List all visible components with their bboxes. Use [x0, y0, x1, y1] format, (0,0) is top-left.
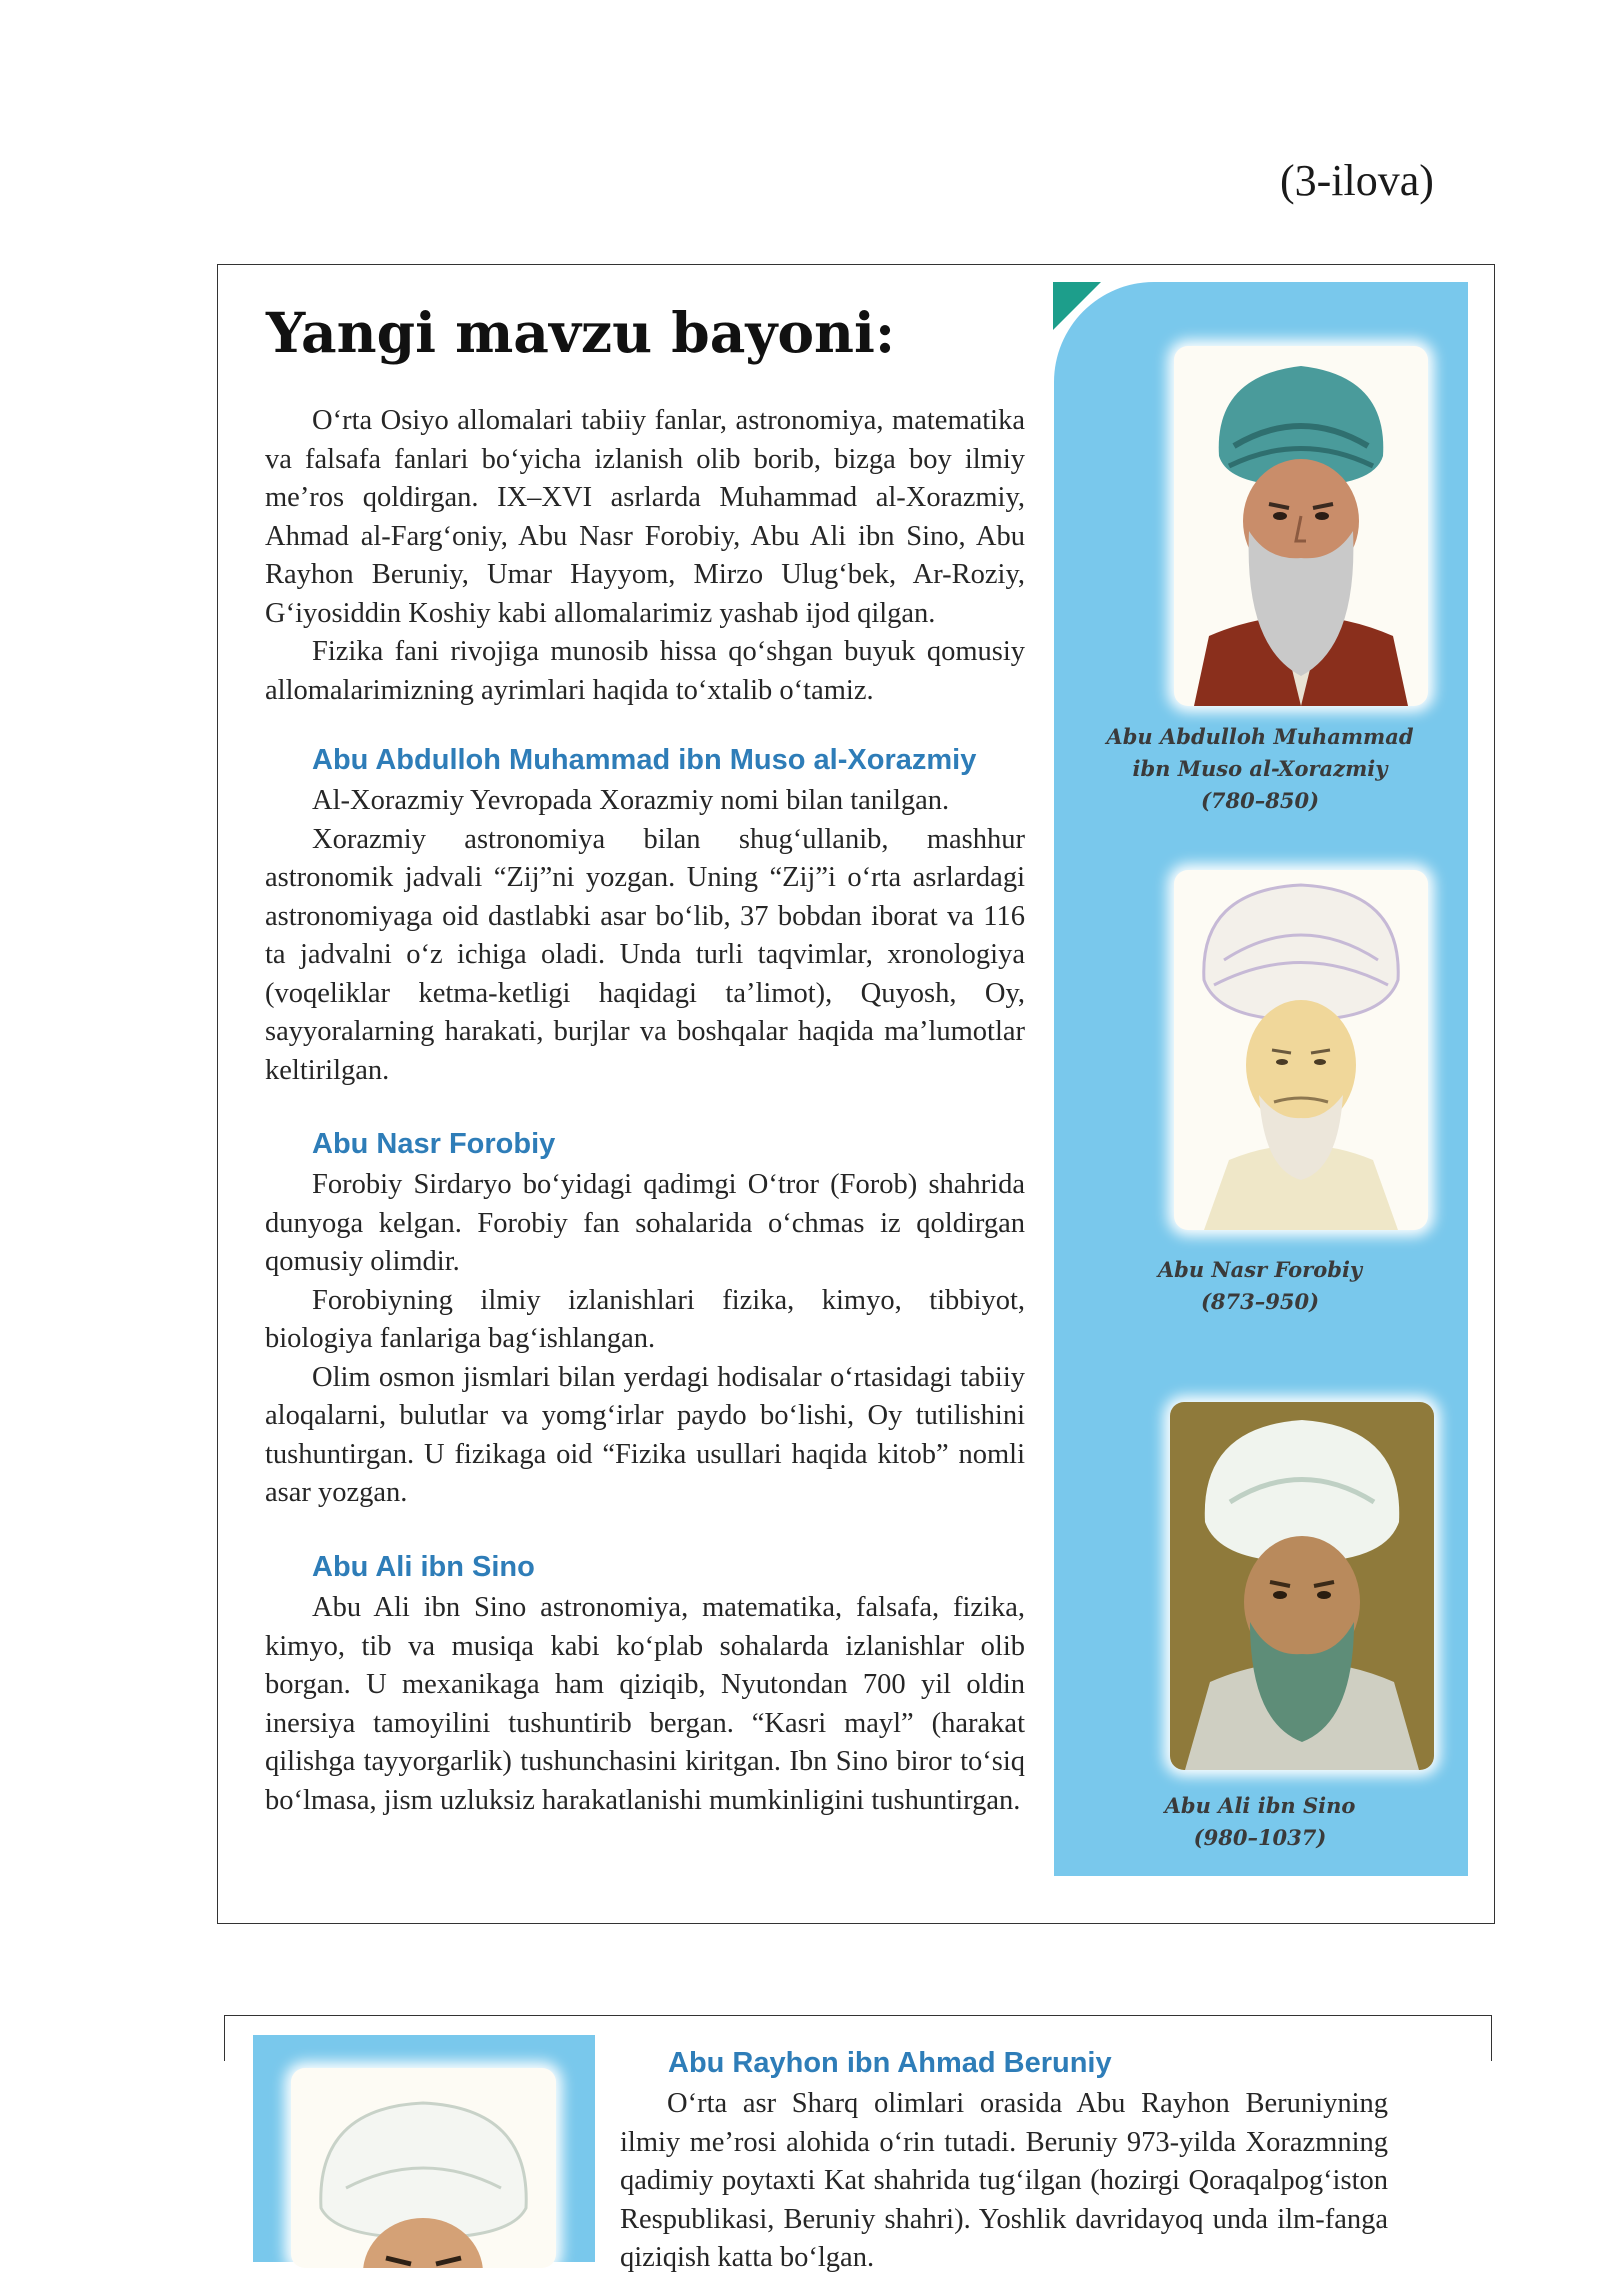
caption-name: Abu Nasr Forobiy [1157, 1257, 1363, 1282]
intro-paragraph: O‘rta Osiyo allomalari tabiiy fanlar, astronomiya, matematika va falsafa fanlari bo‘yicha izlanish olib borib, bizga boy ilmiy me’ros qoldirgan. IX–XVI asrlarda Muhammad al-Xorazmiy, Ahmad al-Farg‘oniy, Abu Nasr Forobiy, Abu Ali ibn Sino, Abu Rayhon Beruniy, Umar Hayyom, Mirzo Ulug‘bek, Ar-Roziy, G‘iyosiddin Koshiy kabi allomalarimiz yashab ijod qilgan. [265, 405, 1025, 629]
portrait-beruniy [291, 2068, 556, 2268]
section-title-ibn-sino: Abu Ali ibn Sino [312, 1551, 535, 1583]
portrait-forobiy [1174, 870, 1428, 1230]
section-paragraph: Olim osmon jismlari bilan yerdagi hodisalar o‘rtasidagi tabiiy aloqalarni, bulutlar va yomg‘irlar paydo bo‘lishi, Oy tutilishini tushuntirgan. U fizikaga oid “Fizika usullari haqida kitob” nomli asar yozgan. [265, 1361, 1025, 1508]
caption-name: Abu Ali ibn Sino [1164, 1793, 1356, 1818]
section-text-ibn-sino [265, 1589, 1025, 1820]
portrait-ibn-sino-icon [1170, 1402, 1434, 1770]
portrait-xorazmiy [1174, 346, 1428, 706]
section-title-forobiy: Abu Nasr Forobiy [312, 1128, 556, 1160]
caption-xorazmiy [1090, 721, 1430, 817]
section-paragraph: Abu Ali ibn Sino astronomiya, matematika, falsafa, fizika, kimyo, tib va musiqa kabi ko‘plab sohalarda izlanishlar olib borgan. U mexanikaga ham qiziqib, Nyutondan 700 yil oldin inersiya tamoyilini tushuntirib bergan. “Kasri mayl” (harakat qilishga tayyorgarlik) tushunchasini kiritgan. Ibn Sino biror to‘siq bo‘lmasa, jism uzluksiz harakatlanishi mumkinligini tushuntirgan. [265, 1592, 1025, 1816]
section-title-beruniy: Abu Rayhon ibn Ahmad Beruniy [668, 2047, 1112, 2079]
section-paragraph: O‘rta asr Sharq olimlari orasida Abu Rayhon Beruniyning ilmiy me’rosi alohida o‘rin tutadi. Beruniy 973-yilda Xorazmning qadimiy poytaxti Kat shahrida tug‘ilgan (hozirgi Qoraqalpog‘iston Respublikasi, Beruniy shahri). Yoshlik davridayoq unda ilm-fanga qiziqish katta bo‘lgan. [620, 2088, 1388, 2273]
intro-paragraph: Fizika fani rivojiga munosib hissa qo‘shgan buyuk qomusiy allomalarimizning ayrimlari haqida to‘xtalib o‘tamiz. [265, 636, 1025, 706]
caption-forobiy [1090, 1254, 1430, 1318]
portrait-ibn-sino [1170, 1402, 1434, 1770]
section-text-beruniy [620, 2085, 1388, 2278]
section-paragraph: Xorazmiy astronomiya bilan shug‘ullanib, mashhur astronomik jadvali “Zij”ni yozgan. Uning “Zij”i o‘rta asrlardagi astronomiyaga oid dastlabki asar bo‘lib, 37 bobdan iborat va 116 ta jadvalni o‘z ichiga oladi. Unda turli taqvimlar, xronologiya (voqeliklar ketma-ketligi haqidagi ta’limot), Quyosh, Oy, sayyoralarning harakati, burjlar va boshqalar haqida ma’lumotlar keltirilgan. [265, 823, 1025, 1086]
panel-corner-accent [1053, 282, 1101, 330]
portrait-xorazmiy-icon [1174, 346, 1428, 706]
caption-years: (873–950) [1200, 1289, 1320, 1314]
section-title-xorazmiy: Abu Abdulloh Muhammad ibn Muso al-Xorazmiy [312, 744, 977, 776]
caption-years: (980–1037) [1193, 1825, 1327, 1850]
caption-name: ibn Muso al-Xorazmiy [1132, 756, 1388, 781]
section-text-xorazmiy [265, 782, 1025, 1090]
section-paragraph: Forobiy Sirdaryo bo‘yidagi qadimgi O‘tror (Forob) shahrida dunyoga kelgan. Forobiy fan sohalarida o‘chmas iz qoldirgan qomusiy olimdir. [265, 1169, 1025, 1277]
caption-name: Abu Abdulloh Muhammad [1106, 724, 1414, 749]
appendix-label: (3-ilova) [1280, 156, 1434, 205]
page-heading: Yangi mavzu bayoni: [266, 300, 896, 365]
portrait-forobiy-icon [1174, 870, 1428, 1230]
section-paragraph: Al-Xorazmiy Yevropada Xorazmiy nomi bilan tanilgan. [312, 785, 950, 816]
section-text-forobiy [265, 1166, 1025, 1513]
intro-text [265, 402, 1025, 710]
caption-years: (780–850) [1200, 788, 1320, 813]
caption-ibn-sino [1090, 1790, 1430, 1854]
portrait-beruniy-icon [291, 2068, 556, 2268]
section-paragraph: Forobiyning ilmiy izlanishlari fizika, kimyo, tibbiyot, biologiya fanlariga bag‘ishlangan. [265, 1284, 1025, 1354]
